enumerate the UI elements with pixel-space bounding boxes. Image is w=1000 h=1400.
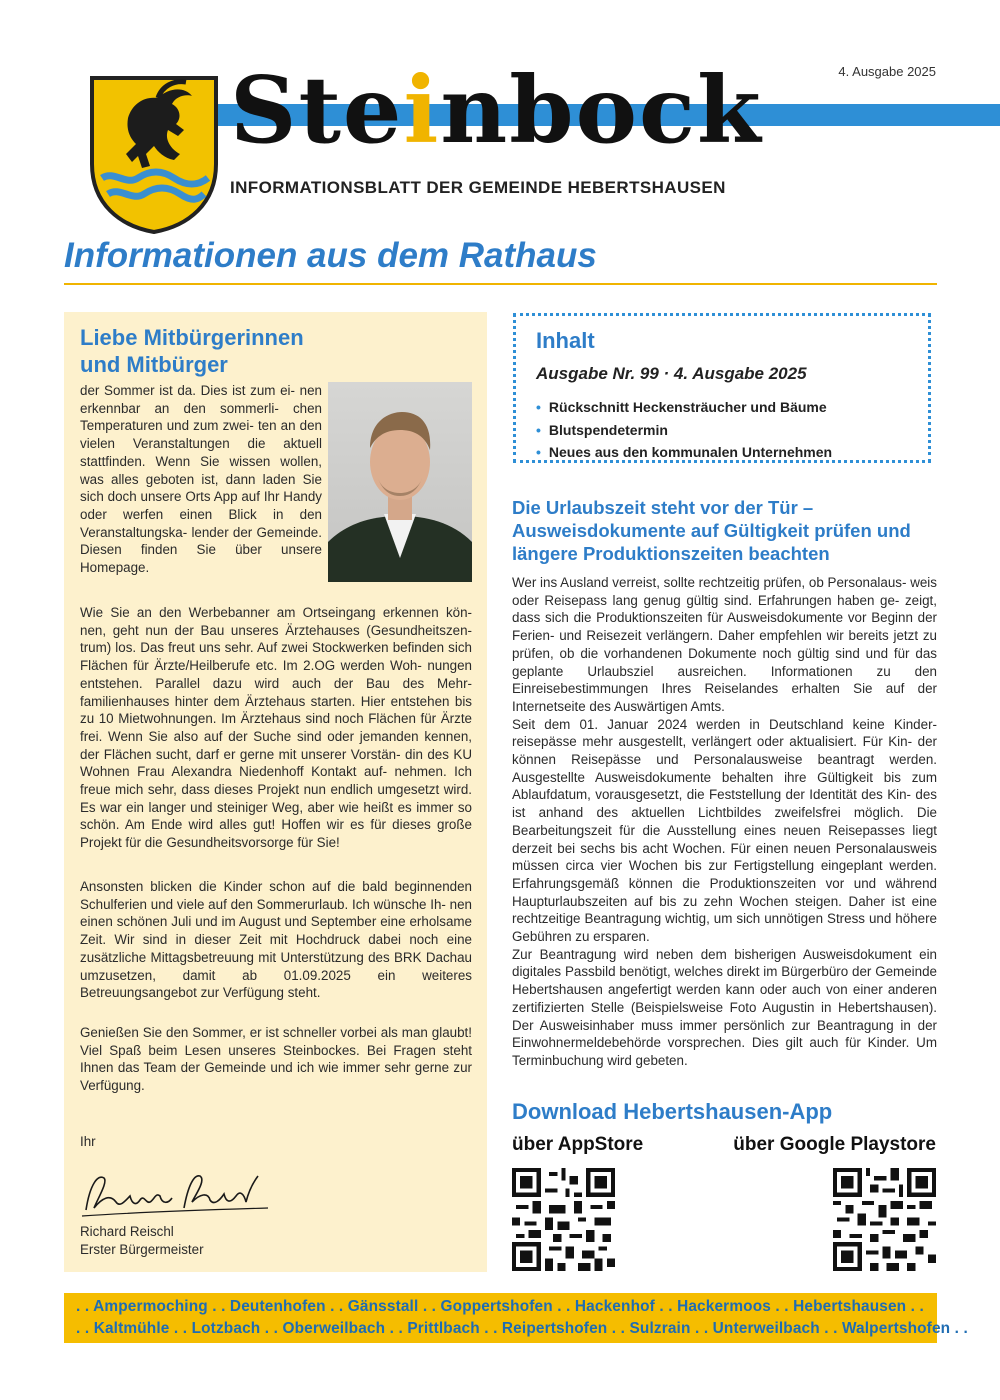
letter-greeting: Ihr [80, 1134, 96, 1149]
mayor-letter [64, 312, 487, 1272]
list-item: • Rückschnitt Heckensträucher und Bäume [536, 396, 832, 419]
playstore-label[interactable]: über Google Playstore [733, 1134, 936, 1155]
page-heading: Informationen aus dem Rathaus [64, 236, 597, 275]
signer-name: Richard Reischl [80, 1224, 174, 1239]
app-download-title: Download Hebertshausen-App [512, 1099, 833, 1124]
signer-role: Erster Bürgermeister [80, 1242, 204, 1257]
letter-paragraph: der Sommer ist da. Dies ist zum ei- nen erkennbar an den sommerli- chen Temperaturen und zum zwei- ten an den vielen Veranstaltungen die aktuell stattfinden. Wenn Sie wissen wollen, was alles geboten ist, dann laden Sie sich doch unsere Orts App auf Ihr Handy oder werfen einen Blick in den Veranstaltungska- lender der Gemeinde. Diesen finden Sie über unsere Homepage. [80, 383, 322, 576]
letter-title-line: und Mitbürger [80, 352, 228, 377]
heading-divider [64, 283, 937, 285]
signature [80, 1164, 270, 1224]
letter-paragraph: Genießen Sie den Sommer, er ist schneller vorbei als man glaubt! Viel Spaß beim Lesen unseres Steinbockes. Bei Fragen steht Ihnen das Team der Gemeinde und ich wie immer sehr gerne zur Verfügung. [80, 1025, 472, 1094]
letter-paragraph: Wie Sie an den Werbebanner am Ortseingang erkennen kön- nen, geht nun der Bau unseres Ärztehauses (Gesundheitszen- trum) los. Das freut uns sehr. Auf zwei Stockwerken befinden sich Flächen für Ärzte/Heilberufe etc. Im 2.OG werden Woh- nungen entstehen. Parallel dazu wird auch der Bau des Mehr- familienhauses hinter dem Ärztehaus starten. Hier entstehen bis zu 10 Mietwohnungen. Im Ärztehaus sind noch Flächen für Ärzte frei. Wenn Sie also auf der Suche sind oder jemanden kennen, der Flächen sucht, darf er gerne mit unserer Vorstän- din des KU Wohnen Frau Alexandra Niedenhoff Kontakt auf- nehmen. Ich freue mich sehr, dass dieses Projekt nun endlich umgesetzt wird. Es war ein langer und steiniger Weg, aber wie heißt es immer so schön. Am Ende wird alles gut! Hoffen wir es für dieses große Projekt für die Gesundheitsvorsorge für Sie! [80, 605, 472, 851]
masthead-subtitle: INFORMATIONSBLATT DER GEMEINDE HEBERTSHAUSEN [230, 178, 726, 197]
appstore-qr-code-icon[interactable] [512, 1168, 615, 1271]
list-item: • Neues aus den kommunalen Unternehmen [536, 441, 832, 464]
appstore-label[interactable]: über AppStore [512, 1134, 644, 1155]
contents-title: Inhalt [536, 328, 595, 353]
article-body: Wer ins Ausland verreist, sollte rechtzeitig prüfen, ob Personalaus- weis oder Reisepass lang genug gültig sind. Erfahrungen haben ge- zeigt, dass sich die Produktionszeiten für Ausweisdokumente vor Beginn der Ferien- und Reisezeit verlängern. Daher empfehlen wir bereits jetzt zu prüfen, ob die vorhandenen Dokumente noch gültig sind und für das geplante Urlaubsziel ausreichen. Informationen zu den Einreisebestimmungen Ihres Reiselandes erhalten Sie auf der Internetseite des Auswärtigen Amts. Seit dem 01. Januar 2024 werden in Deutschland keine Kinder- reisepässe mehr ausgestellt, verlängert oder aktualisiert. Für Kin- der können Reisepässe und Personalausweise beantragt werden. Ausgestellte Ausweisdokumente behalten ihre Gültigkeit bis zum Ablaufdatum, vorausgesetzt, die Feststellung der Identität des Kin- des ist anhand des aktuellen Lichtbildes zweifelsfrei möglich. Die Bearbeitungszeit für die Ausstellung eines neuen Reisepasses liegt derzeit bei sechs bis acht Wochen. Für einen neuen Personalausweis müssen circa vier Wochen bis zur Fertigstellung eingeplant werden. Erfahrungsgemäß können die Produktionszeiten vor und während Haupturlaubszeiten auf bis zu zehn Wochen steigen. Daher ist eine rechtzeitige Beantragung wichtig, um sich unnötigen Stress und höhere Gebühren zu ersparen. Zur Beantragung wird neben dem bisherigen Ausweisdokument ein digitales Passbild benötigt, welches direkt im Bürgerbüro der Gemeinde Hebertshausen angefertigt werden kann oder auch von einer anderen zertifizierten Stelle (Beispielsweise Foto Augustin in Hebertshausen). Der Ausweisinhaber muss immer persönlich zur Beantragung in der Einwohnermeldebehörde vorsprechen. Dies gilt auch für Kinder. Um Terminbuchung wird gebeten. [512, 575, 937, 1068]
letter-title-line: Liebe Mitbürgerinnen [80, 325, 304, 350]
edition-label: 4. Ausgabe 2025 [838, 64, 936, 79]
places-line: . . Ampermoching . . Deutenhofen . . Gänsstall . . Goppertshofen . . Hackenhof . . Hackermoos . . Hebertshausen . . [76, 1298, 924, 1315]
ibex-coat-of-arms-icon [88, 74, 220, 234]
places-line: . . Kaltmühle . . Lotzbach . . Oberweilbach . . Prittlbach . . Reipertshofen . . Sulzrain . . Unterweilbach . . Walpertshofen . . [76, 1320, 968, 1337]
contents-list [536, 396, 832, 464]
article-title: Die Urlaubszeit steht vor der Tür – Ausweisdokumente auf Gültigkeit prüfen und längere Produktionszeiten beachten [512, 497, 911, 564]
playstore-qr-code-icon[interactable] [833, 1168, 936, 1271]
issue-number: Ausgabe Nr. 99 · 4. Ausgabe 2025 [536, 364, 807, 383]
letter-title [80, 324, 304, 378]
list-item: • Blutspendetermin [536, 419, 832, 442]
mayor-portrait [328, 382, 472, 582]
contents-box [513, 313, 931, 463]
masthead-title: Steinbock [230, 56, 763, 164]
letter-paragraph: Ansonsten blicken die Kinder schon auf die bald beginnenden Schulferien und viele auf den Sommerurlaub. Ich wünsche Ih- nen einen schönen Juli und im August und September eine erholsame Zeit. Wir sind in dieser Zeit mit Hochdruck dabei noch eine zusätzliche Mittagsbetreuung mit Unterstützung des BRK Dachau umzusetzen, damit ab 01.09.2025 ein weiteres Betreuungsangebot zur Verfügung steht. [80, 879, 472, 1001]
places-band [64, 1293, 968, 1343]
